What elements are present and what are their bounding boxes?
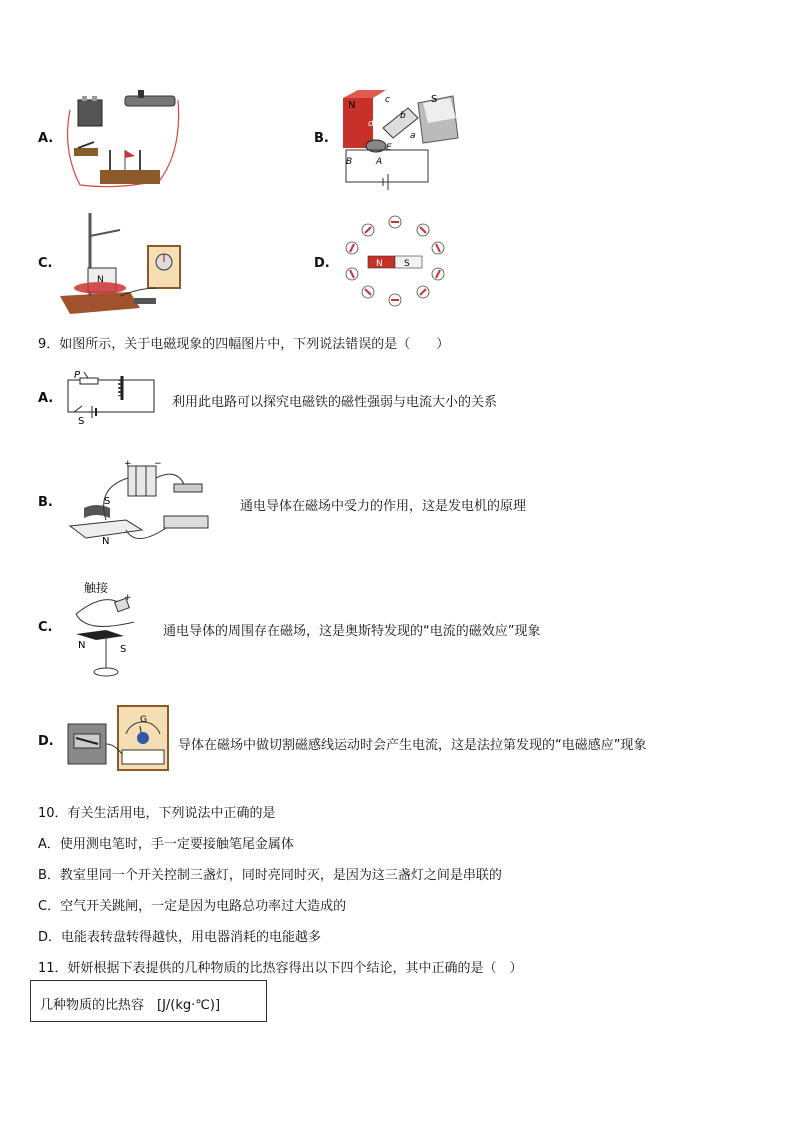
q9b-minus: − — [154, 459, 162, 469]
b-letter-b-upper: B — [346, 157, 353, 167]
q8-option-a-label: A. — [38, 131, 54, 146]
q10-question: 10．有关生活用电，下列说法中正确的是 — [38, 806, 276, 821]
q8-option-d-label: D. — [314, 256, 330, 271]
q10-option-a: A．使用测电笔时，手一定要接触笔尾金属体 — [38, 837, 294, 852]
q9b-plus: + — [124, 459, 132, 469]
q9-option-c-label: C. — [38, 620, 53, 635]
q9-question: 9．如图所示，关于电磁现象的四幅图片中，下列说法错误的是（ ） — [38, 337, 450, 352]
specific-heat-table — [30, 980, 267, 1022]
q9c-letter-s: S — [120, 644, 127, 655]
q9b-letter-s: S — [104, 496, 111, 507]
b-letter-e: E — [386, 143, 392, 153]
b-letter-a-upper: A — [376, 157, 383, 167]
q9d-letter-g: G — [140, 715, 147, 725]
q9-option-d-figure — [62, 704, 172, 772]
b-letter-c: c — [385, 95, 390, 105]
d-magnet-s: S — [404, 259, 410, 269]
q8-option-c-label: C. — [38, 256, 53, 271]
q9-option-b-figure — [66, 458, 222, 546]
q10-option-c: C．空气开关跳闸，一定是因为电路总功率过大造成的 — [38, 899, 347, 914]
q9-option-c-figure — [66, 578, 156, 682]
q10-option-b: B．教室里同一个开关控制三盏灯，同时亮同时灭，是因为这三盏灯之间是串联的 — [38, 868, 502, 883]
q9a-letter-p: P — [74, 370, 81, 381]
q9c-letter-n: N — [78, 640, 86, 651]
q9-option-a-figure — [62, 370, 158, 426]
b-letter-s: S — [431, 94, 438, 105]
q9c-plus: + — [124, 593, 132, 603]
q11-question: 11．妍妍根据下表提供的几种物质的比热容得出以下四个结论，其中正确的是（ ） — [38, 961, 523, 976]
q8-option-b-label: B. — [314, 131, 329, 146]
b-letter-n: N — [348, 100, 356, 111]
q9-option-b-text: 通电导体在磁场中受力的作用，这是发电机的原理 — [240, 499, 527, 514]
q9c-touch-label: 触接 — [84, 581, 109, 595]
q9-option-a-text: 利用此电路可以探究电磁铁的磁性强弱与电流大小的关系 — [172, 395, 498, 410]
q9b-letter-n: N — [102, 536, 110, 546]
q8-option-a-figure — [60, 90, 185, 192]
b-letter-b: b — [400, 111, 406, 121]
q9-option-d-text: 导体在磁场中做切割磁感线运动时会产生电流，这是法拉第发现的“电磁感应”现象 — [178, 738, 647, 753]
q9-option-c-text: 通电导体的周围存在磁场，这是奥斯特发现的“电流的磁效应”现象 — [163, 624, 541, 639]
q8-option-b-figure — [338, 88, 460, 193]
q8-option-d-figure — [338, 210, 448, 310]
q9a-letter-s: S — [78, 416, 85, 426]
d-magnet-n: N — [376, 259, 383, 269]
b-letter-d: d — [368, 119, 374, 129]
q9-option-a-label: A. — [38, 391, 54, 406]
q8-option-c-figure — [60, 208, 185, 316]
c-letter-n: N — [97, 275, 104, 285]
specific-heat-table-header: 几种物质的比热容 [J/(kg·℃)] — [40, 998, 221, 1013]
b-letter-a: a — [410, 131, 416, 141]
q9-option-d-label: D. — [38, 734, 54, 749]
q9-option-b-label: B. — [38, 495, 53, 510]
q10-option-d: D．电能表转盘转得越快，用电器消耗的电能越多 — [38, 930, 322, 945]
